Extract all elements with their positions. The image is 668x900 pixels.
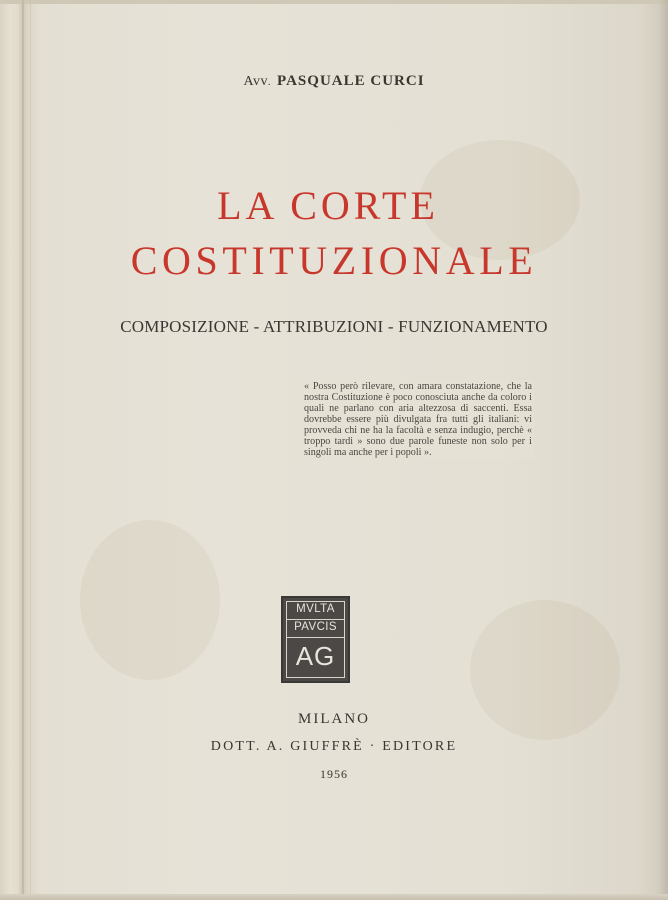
title-line-1: LA CORTE [217, 183, 439, 228]
right-edge-shadow [658, 0, 668, 900]
spine-fold [22, 0, 24, 900]
logo-monogram: AG [295, 641, 336, 671]
publication-year: 1956 [320, 767, 348, 781]
publisher-logo [281, 596, 350, 683]
logo-text-multa: MVLTA [287, 604, 344, 620]
spine-fold-secondary [30, 0, 31, 900]
author-line [0, 73, 668, 90]
logo-text-paucis: PAVCIS [287, 622, 344, 638]
top-edge [0, 0, 668, 4]
publisher-name: DOTT. A. GIUFFRÈ · EDITORE [210, 739, 458, 754]
subtitle: COMPOSIZIONE - ATTRIBUZIONI - FUNZIONAMENTO [120, 317, 548, 336]
publisher-city: MILANO [298, 711, 370, 727]
epigraph-quote: « Posso però rilevare, con amara constatazione, che la nostra Costituzione è poco conosciuta anche da coloro i quali ne parlano con aria altezzosa di saccenti. Essa dovrebbe essere più divulgata fra tutti gli italiani: vi provveda chi ne ha la facoltà e senza indugio, perchè « troppo tardi » sono due parole funeste non solo per i singoli ma anche per i popoli ». [304, 381, 532, 458]
bottom-edge [0, 894, 668, 900]
author-name: PASQUALE CURCI [277, 73, 425, 89]
title-line-2: COSTITUZIONALE [130, 238, 538, 283]
author-prefix: Avv. [243, 74, 272, 89]
paper-stain [80, 520, 220, 680]
